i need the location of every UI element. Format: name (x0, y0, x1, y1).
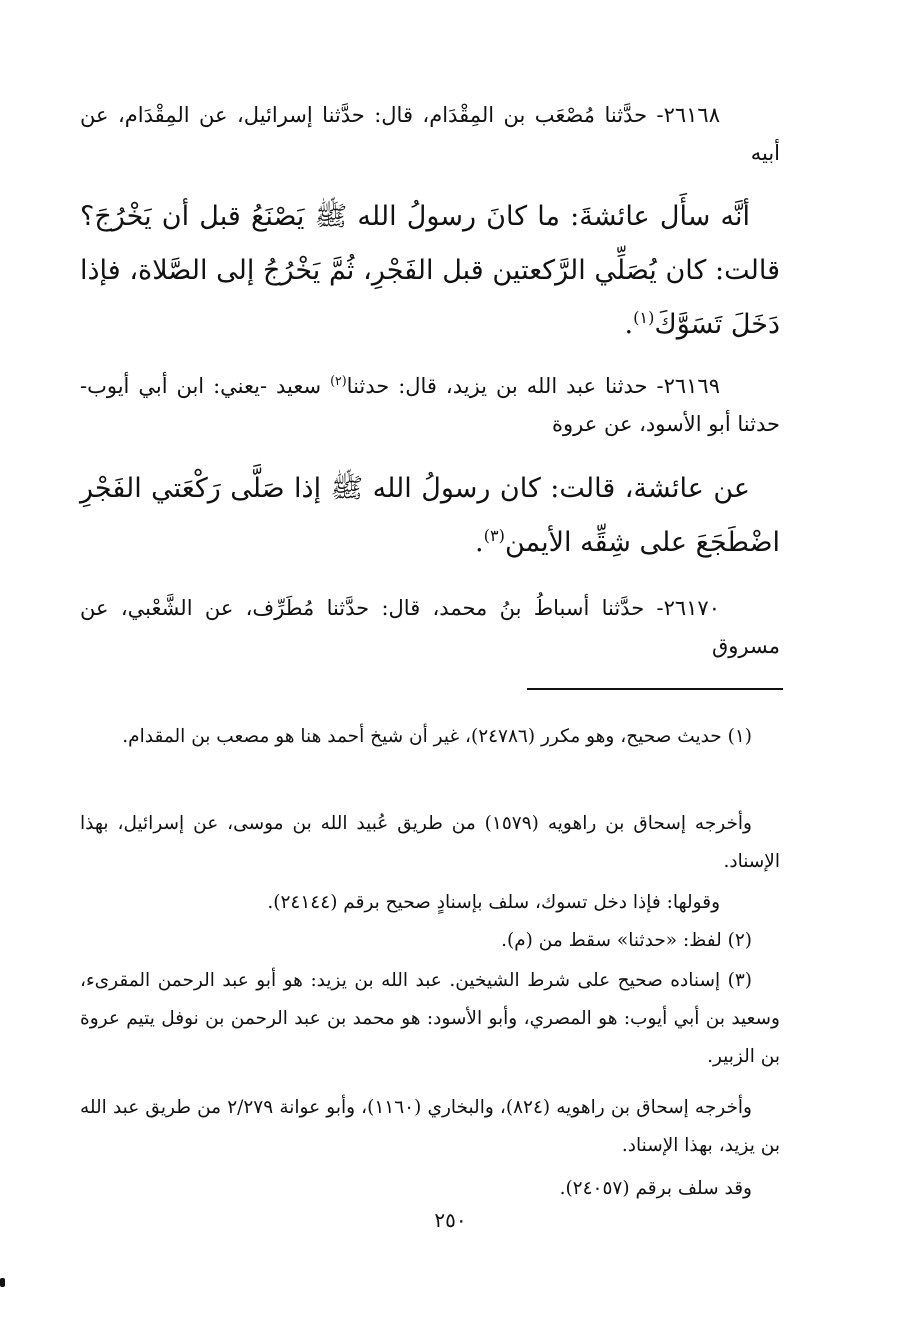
hadith-26168-matn-text: أنَّه سأَل عائشةَ: ما كانَ رسولُ الله ﷺ يَصْنَعُ قبل أن يَخْرُجَ؟ قالت: كان يُصَلِّي الرَّكعتين قبل الفَجْرِ، ثُمَّ يَخْرُجُ إلى الصَّلاة، فإذا دَخَلَ تَسَوَّكَ (80, 201, 780, 340)
hadith-26169-isnad (80, 367, 780, 443)
hadith-26169-matn-end: . (475, 527, 484, 558)
footnote-1-paragraph-1: (١) حديث صحيح، وهو مكرر (٢٤٧٨٦)، غير أن شيخ أحمد هنا هو مصعب بن المقدام. (122, 726, 752, 747)
footnote-ref-2: (٢) (330, 373, 347, 388)
hadith-26169-matn (80, 462, 780, 570)
footnote-1-paragraph-3: وقولها: فإذا دخل تسوك، سلف بإسنادٍ صحيح برقم (٢٤١٤٤). (267, 892, 720, 913)
footnote-ref-1: (١) (633, 308, 655, 327)
footnote-ref-3: (٣) (483, 526, 505, 545)
footnote-2: (٢) لفظ: «حدثنا» سقط من (م). (501, 930, 752, 951)
footnote-3-paragraph-2: وأخرجه إسحاق بن راهويه (٨٢٤)، والبخاري (١١٦٠)، وأبو عوانة ٢/٢٧٩ من طريق عبد الله بن يزيد، بهذا الإسناد. (80, 1097, 780, 1156)
footnote-3-paragraph-1: (٣) إسناده صحيح على شرط الشيخين. عبد الله بن يزيد: هو أبو عبد الرحمن المقرىء، وسعيد بن أبي أيوب: هو المصري، وأبو الأسود: هو محمد بن عبد الرحمن بن نوفل يتيم عروة بن الزبير. (80, 970, 780, 1067)
hadith-26169-isnad-text-b: سعيد -يعني: ابن أبي أيوب- حدثنا أبو الأسود، عن عروة (80, 374, 780, 436)
footnote-separator (527, 688, 783, 690)
footnote-1-paragraph-2: وأخرجه إسحاق بن راهويه (١٥٧٩) من طريق عُبيد الله بن موسى، عن إسرائيل، بهذا الإسناد. (80, 813, 780, 872)
scan-edge-mark (0, 1278, 5, 1287)
hadith-26170-isnad: ٢٦١٧٠- حدَّثنا أسباطُ بنُ محمد، قال: حدَّثنا مُطَرِّف، عن الشَّعْبي، عن مسروق (80, 596, 780, 658)
hadith-26169-isnad-text-a: ٢٦١٦٩- حدثنا عبد الله بن يزيد، قال: حدثنا (346, 374, 720, 398)
hadith-26168-matn-end: . (624, 309, 634, 340)
hadith-26168-isnad: ٢٦١٦٨- حدَّثنا مُصْعَب بن المِقْدَام، قال: حدَّثنا إسرائيل، عن المِقْدَام، عن أبيه (80, 103, 780, 165)
page-number: ٢٥٠ (434, 1208, 467, 1232)
footnote-3-paragraph-3: وقد سلف برقم (٢٤٠٥٧). (559, 1178, 752, 1199)
hadith-26168-matn (80, 190, 780, 352)
hadith-26169-matn-text: عن عائشة، قالت: كان رسولُ الله ﷺ إذا صَلَّى رَكْعَتي الفَجْرِ اضْطَجَعَ على شِقِّه الأيمن (80, 473, 780, 558)
